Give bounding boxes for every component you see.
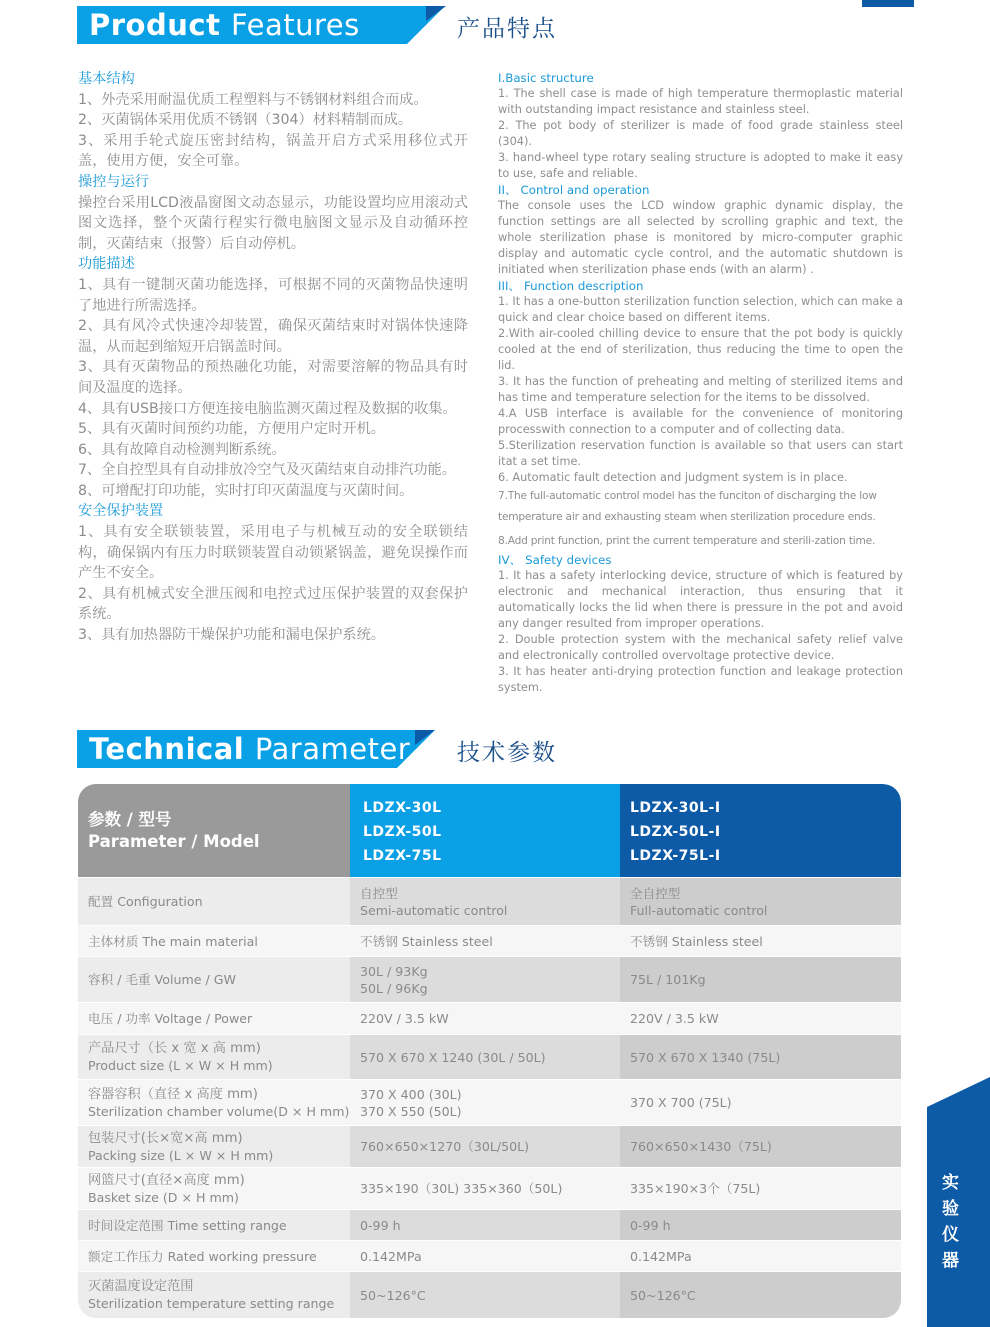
cell-line: 50~126°C	[630, 1287, 696, 1303]
param-label-cell	[78, 1003, 350, 1034]
feature-item: 3. hand-wheel type rotary sealing structure is adopted to make it easy to use, safe and reliable.	[498, 151, 903, 180]
banner-title-bold: Product	[89, 8, 221, 42]
feature-item: 1. It has a safety interlocking device, structure of which is featured by electronic and mechanical interaction, thus ensuring that it automatically locks the lid when there is pressure in the pot and avoid any danger resulted from improper operations.	[498, 569, 903, 630]
table-row	[78, 1034, 901, 1079]
full-auto-value-cell	[620, 1003, 901, 1034]
table-row	[78, 925, 901, 956]
feature-item: 2.With air-cooled chilling device to ensure that the pot body is quickly cooled at the end of sterilization, thus reducing the time to open the lid.	[498, 327, 903, 372]
section-heading: 基本结构	[78, 71, 135, 87]
section-heading: IV、 Safety devices	[498, 553, 612, 567]
features-chinese-column	[78, 69, 468, 646]
table-body	[78, 877, 901, 1318]
banner-title-light: Features	[231, 8, 360, 42]
header-parameter-model	[78, 784, 350, 877]
side-tab-char: 验	[942, 1199, 959, 1219]
feature-item: 1、外壳采用耐温优质工程塑料与不锈钢材料组合而成。	[78, 91, 428, 108]
table-row	[78, 1079, 901, 1125]
feature-item: 4.A USB interface is available for the convenience of monitoring processwith connection to a computer and of collecting data.	[498, 407, 903, 436]
param-label-cell	[78, 957, 350, 1002]
cell-line: 电压 / 功率 Voltage / Power	[88, 1011, 253, 1026]
full-auto-value-cell	[620, 1210, 901, 1240]
cell-line: 灭菌温度设定范围	[88, 1279, 194, 1294]
cell-line: 50~126°C	[360, 1287, 426, 1303]
cell-line: 自控型	[360, 885, 398, 901]
cell-line: 220V / 3.5 kW	[630, 1011, 719, 1026]
feature-item: 2. Double protection system with the mechanical safety relief valve and electronically controlled overvoltage protective device.	[498, 633, 903, 662]
feature-item: 1. The shell case is made of high temperature thermoplastic material with outstanding impact resistance and stainless steel.	[498, 87, 903, 116]
feature-item: 3. It has the function of preheating and melting of sterilized items and has time and temperature selection for the items to be dissolved.	[498, 375, 903, 404]
cell-line: 370 X 550 (50L)	[360, 1103, 462, 1119]
cell-line: Packing size (L × W × H mm)	[88, 1147, 274, 1163]
feature-item: 5、具有灭菌时间预约功能，方便用户定时开机。	[78, 421, 385, 438]
feature-item: 2、具有机械式安全泄压阀和电控式过压保护装置的双套保护系统。	[78, 585, 468, 623]
cell-line: 760×650×1270（30L/50L)	[360, 1139, 530, 1154]
model-name: LDZX-50L	[363, 824, 442, 840]
semi-auto-value-cell	[350, 1035, 620, 1079]
full-auto-value-cell	[620, 1080, 901, 1125]
feature-item: 7.The full-automatic control model has the funciton of discharging the low temperature air and exhausting steam when sterilization procedure ends.	[498, 490, 877, 523]
cell-line: 配置 Configuration	[88, 894, 203, 909]
side-tab-char: 实	[942, 1173, 959, 1193]
banner-cn-title: 技术参数	[457, 740, 557, 766]
cell-line: 30L / 93Kg	[360, 963, 428, 979]
cell-line: 主体材质 The main material	[88, 933, 258, 949]
full-auto-value-cell	[620, 1126, 901, 1167]
full-auto-value-cell	[620, 957, 901, 1002]
cell-line: Basket size (D × H mm)	[88, 1189, 239, 1205]
full-auto-value-cell	[620, 878, 901, 925]
cell-line: Sterilization temperature setting range	[88, 1296, 335, 1311]
feature-item: 2、具有风冷式快速冷却装置，确保灭菌结束时对锅体快速降温，从而起到缩短开启锅盖时间。	[78, 318, 468, 355]
feature-item: 3、采用手轮式旋压密封结构，锅盖开启方式采用移位式开盖，使用方便，安全可靠。	[78, 132, 468, 170]
cell-line: 570 X 670 X 1240 (30L / 50L)	[360, 1049, 546, 1065]
table-row	[78, 1240, 901, 1271]
semi-auto-value-cell	[350, 1241, 620, 1271]
cell-line: 全自控型	[630, 885, 681, 901]
feature-item: 6、具有故障自动检测判断系统。	[78, 441, 286, 458]
cell-line: 0.142MPa	[630, 1248, 692, 1264]
param-label-cell	[78, 1080, 350, 1125]
semi-auto-value-cell	[350, 1126, 620, 1167]
model-name: LDZX-50L-I	[630, 824, 721, 840]
semi-auto-value-cell	[350, 1080, 620, 1125]
banner-cn-title: 产品特点	[457, 16, 557, 42]
table-row	[78, 877, 901, 925]
banner-bar-tip-dark	[415, 730, 435, 745]
top-corner-tab	[862, 0, 914, 7]
semi-auto-value-cell	[350, 1168, 620, 1209]
cell-line: 额定工作压力 Rated working pressure	[88, 1248, 317, 1264]
cell-line: 75L / 101Kg	[630, 972, 706, 987]
side-tab-char: 器	[942, 1251, 959, 1271]
section-heading: 操控与运行	[78, 173, 149, 190]
cell-line: 不锈钢 Stainless steel	[360, 933, 493, 949]
feature-item: 2、灭菌锅体采用优质不锈钢（304）材料精制而成。	[78, 112, 413, 129]
param-label-cell	[78, 1210, 350, 1240]
header-param-cn: 参数 / 型号	[88, 810, 172, 829]
section-heading: II、 Control and operation	[498, 183, 650, 197]
feature-item: 6. Automatic fault detection and judgment system is in place.	[498, 471, 848, 484]
feature-item: 8、可增配打印功能，实时打印灭菌温度与灭菌时间。	[78, 482, 414, 499]
model-name: LDZX-75L-I	[630, 848, 721, 864]
cell-line: 0-99 h	[360, 1217, 401, 1233]
param-label-cell	[78, 1168, 350, 1209]
section-heading: 安全保护装置	[78, 503, 164, 520]
table-row	[78, 1209, 901, 1240]
side-tab-char: 仪	[942, 1225, 959, 1245]
cell-line: Product size (L × W × H mm)	[88, 1058, 273, 1073]
cell-line: 网篮尺寸(直径×高度 mm)	[88, 1172, 245, 1188]
feature-item: 5.Sterilization reservation function is available so that users can start itat a set time.	[498, 439, 903, 468]
cell-line: 时间设定范围 Time setting range	[88, 1217, 287, 1233]
feature-item: 1、具有一键制灭菌功能选择，可根据不同的灭菌物品快速明了地进行所需选择。	[78, 276, 468, 314]
table-row	[78, 1271, 901, 1318]
header-param-en: Parameter / Model	[88, 832, 260, 851]
param-label-cell	[78, 926, 350, 956]
cell-line: 335×190（30L) 335×360（50L)	[360, 1181, 563, 1196]
cell-line: 0-99 h	[630, 1217, 671, 1233]
param-label-cell	[78, 1035, 350, 1079]
feature-item: 4、具有USB接口方便连接电脑监测灭菌过程及数据的收集。	[78, 400, 457, 417]
table-row	[78, 1167, 901, 1209]
param-label-cell	[78, 1241, 350, 1271]
technical-parameter-banner	[77, 730, 557, 768]
cell-line: 容积 / 毛重 Volume / GW	[88, 972, 236, 987]
cell-line: 335×190×3个（75L)	[630, 1181, 761, 1196]
product-features-banner	[77, 6, 557, 44]
feature-item: The console uses the LCD window graphic dynamic display, the function settings are all selected by scrolling graphic and text, the whole sterilization phase is monitored by micro-computer graphic display and automatic cycle control, and the automatic shutdown is initiated when sterilization phase ends (with an alarm) .	[498, 199, 903, 276]
banner-title	[89, 8, 360, 42]
cell-line: 370 X 400 (30L)	[360, 1086, 462, 1102]
banner-title-light: Parameter	[254, 732, 411, 766]
category-side-tab	[927, 1077, 990, 1327]
table-row	[78, 956, 901, 1002]
feature-item: 3、具有加热器防干燥保护功能和漏电保护系统。	[78, 627, 385, 644]
full-auto-value-cell	[620, 1241, 901, 1271]
header-semi-auto-models	[350, 784, 620, 877]
table-row	[78, 1125, 901, 1167]
banner-title	[89, 732, 410, 766]
cell-line: 570 X 670 X 1340 (75L)	[630, 1049, 781, 1065]
cell-line: Sterilization chamber volume(D × H mm)	[88, 1103, 350, 1119]
header-full-auto-models	[620, 784, 901, 877]
cell-line: 产品尺寸（长 x 宽 x 高 mm)	[88, 1041, 261, 1056]
banner-title-bold: Technical	[89, 732, 245, 766]
cell-line: 220V / 3.5 kW	[360, 1011, 449, 1026]
feature-item: 7、全自控型具有自动排放冷空气及灭菌结束自动排汽功能。	[78, 462, 456, 479]
param-label-cell	[78, 1126, 350, 1167]
feature-item: 8.Add print function, print the current temperature and sterili-zation time.	[498, 535, 876, 547]
cell-line: 760×650×1430（75L)	[630, 1139, 772, 1154]
section-heading: III、 Function description	[498, 279, 644, 293]
cell-line: 包装尺寸(长×宽×高 mm)	[88, 1130, 243, 1146]
side-tab-label	[927, 1170, 974, 1274]
cell-line: Semi-automatic control	[360, 902, 508, 918]
model-name: LDZX-30L	[363, 800, 442, 816]
full-auto-value-cell	[620, 926, 901, 956]
feature-item: 操控台采用LCD液晶窗图文动态显示，功能设置均应用滚动式图文选择，整个灭菌行程实行微电脑图文显示及自动循环控制，灭菌结束（报警）后自动停机。	[78, 194, 468, 252]
banner-bar-tip-dark	[426, 6, 446, 21]
cell-line: 370 X 700 (75L)	[630, 1095, 732, 1110]
semi-auto-value-cell	[350, 1003, 620, 1034]
cell-line: 不锈钢 Stainless steel	[630, 933, 763, 949]
semi-auto-value-cell	[350, 1210, 620, 1240]
features-english-column	[498, 70, 903, 696]
feature-item: 3. It has heater anti-drying protection function and leakage protection system.	[498, 665, 903, 694]
cell-line: 容器容积（直径 x 高度 mm)	[88, 1086, 258, 1102]
table-row	[78, 1002, 901, 1034]
feature-item: 2. The pot body of sterilizer is made of food grade stainless steel (304).	[498, 119, 903, 148]
semi-auto-value-cell	[350, 1272, 620, 1318]
semi-auto-value-cell	[350, 878, 620, 925]
model-name: LDZX-75L	[363, 848, 442, 864]
feature-item: 1、具有安全联锁装置，采用电子与机械互动的安全联锁结构，确保锅内有压力时联锁装置自动锁紧锅盖，避免误操作而产生不安全。	[78, 524, 468, 582]
semi-auto-value-cell	[350, 926, 620, 956]
cell-line: 0.142MPa	[360, 1248, 422, 1264]
param-label-cell	[78, 1272, 350, 1318]
table-header	[78, 784, 901, 877]
feature-item: 1. It has a one-button sterilization function selection, which can make a quick and clear choice based on different items.	[498, 295, 903, 324]
full-auto-value-cell	[620, 1035, 901, 1079]
semi-auto-value-cell	[350, 957, 620, 1002]
full-auto-value-cell	[620, 1168, 901, 1209]
cell-line: 50L / 96Kg	[360, 980, 428, 996]
cell-line: Full-automatic control	[630, 902, 768, 918]
param-label-cell	[78, 878, 350, 925]
model-name: LDZX-30L-I	[630, 800, 721, 816]
full-auto-value-cell	[620, 1272, 901, 1318]
feature-item: 3、具有灭菌物品的预热融化功能，对需要溶解的物品具有时间及温度的选择。	[78, 359, 468, 396]
section-heading: 功能描述	[78, 256, 135, 273]
technical-parameter-table	[78, 784, 901, 1318]
section-heading: I.Basic structure	[498, 71, 594, 85]
